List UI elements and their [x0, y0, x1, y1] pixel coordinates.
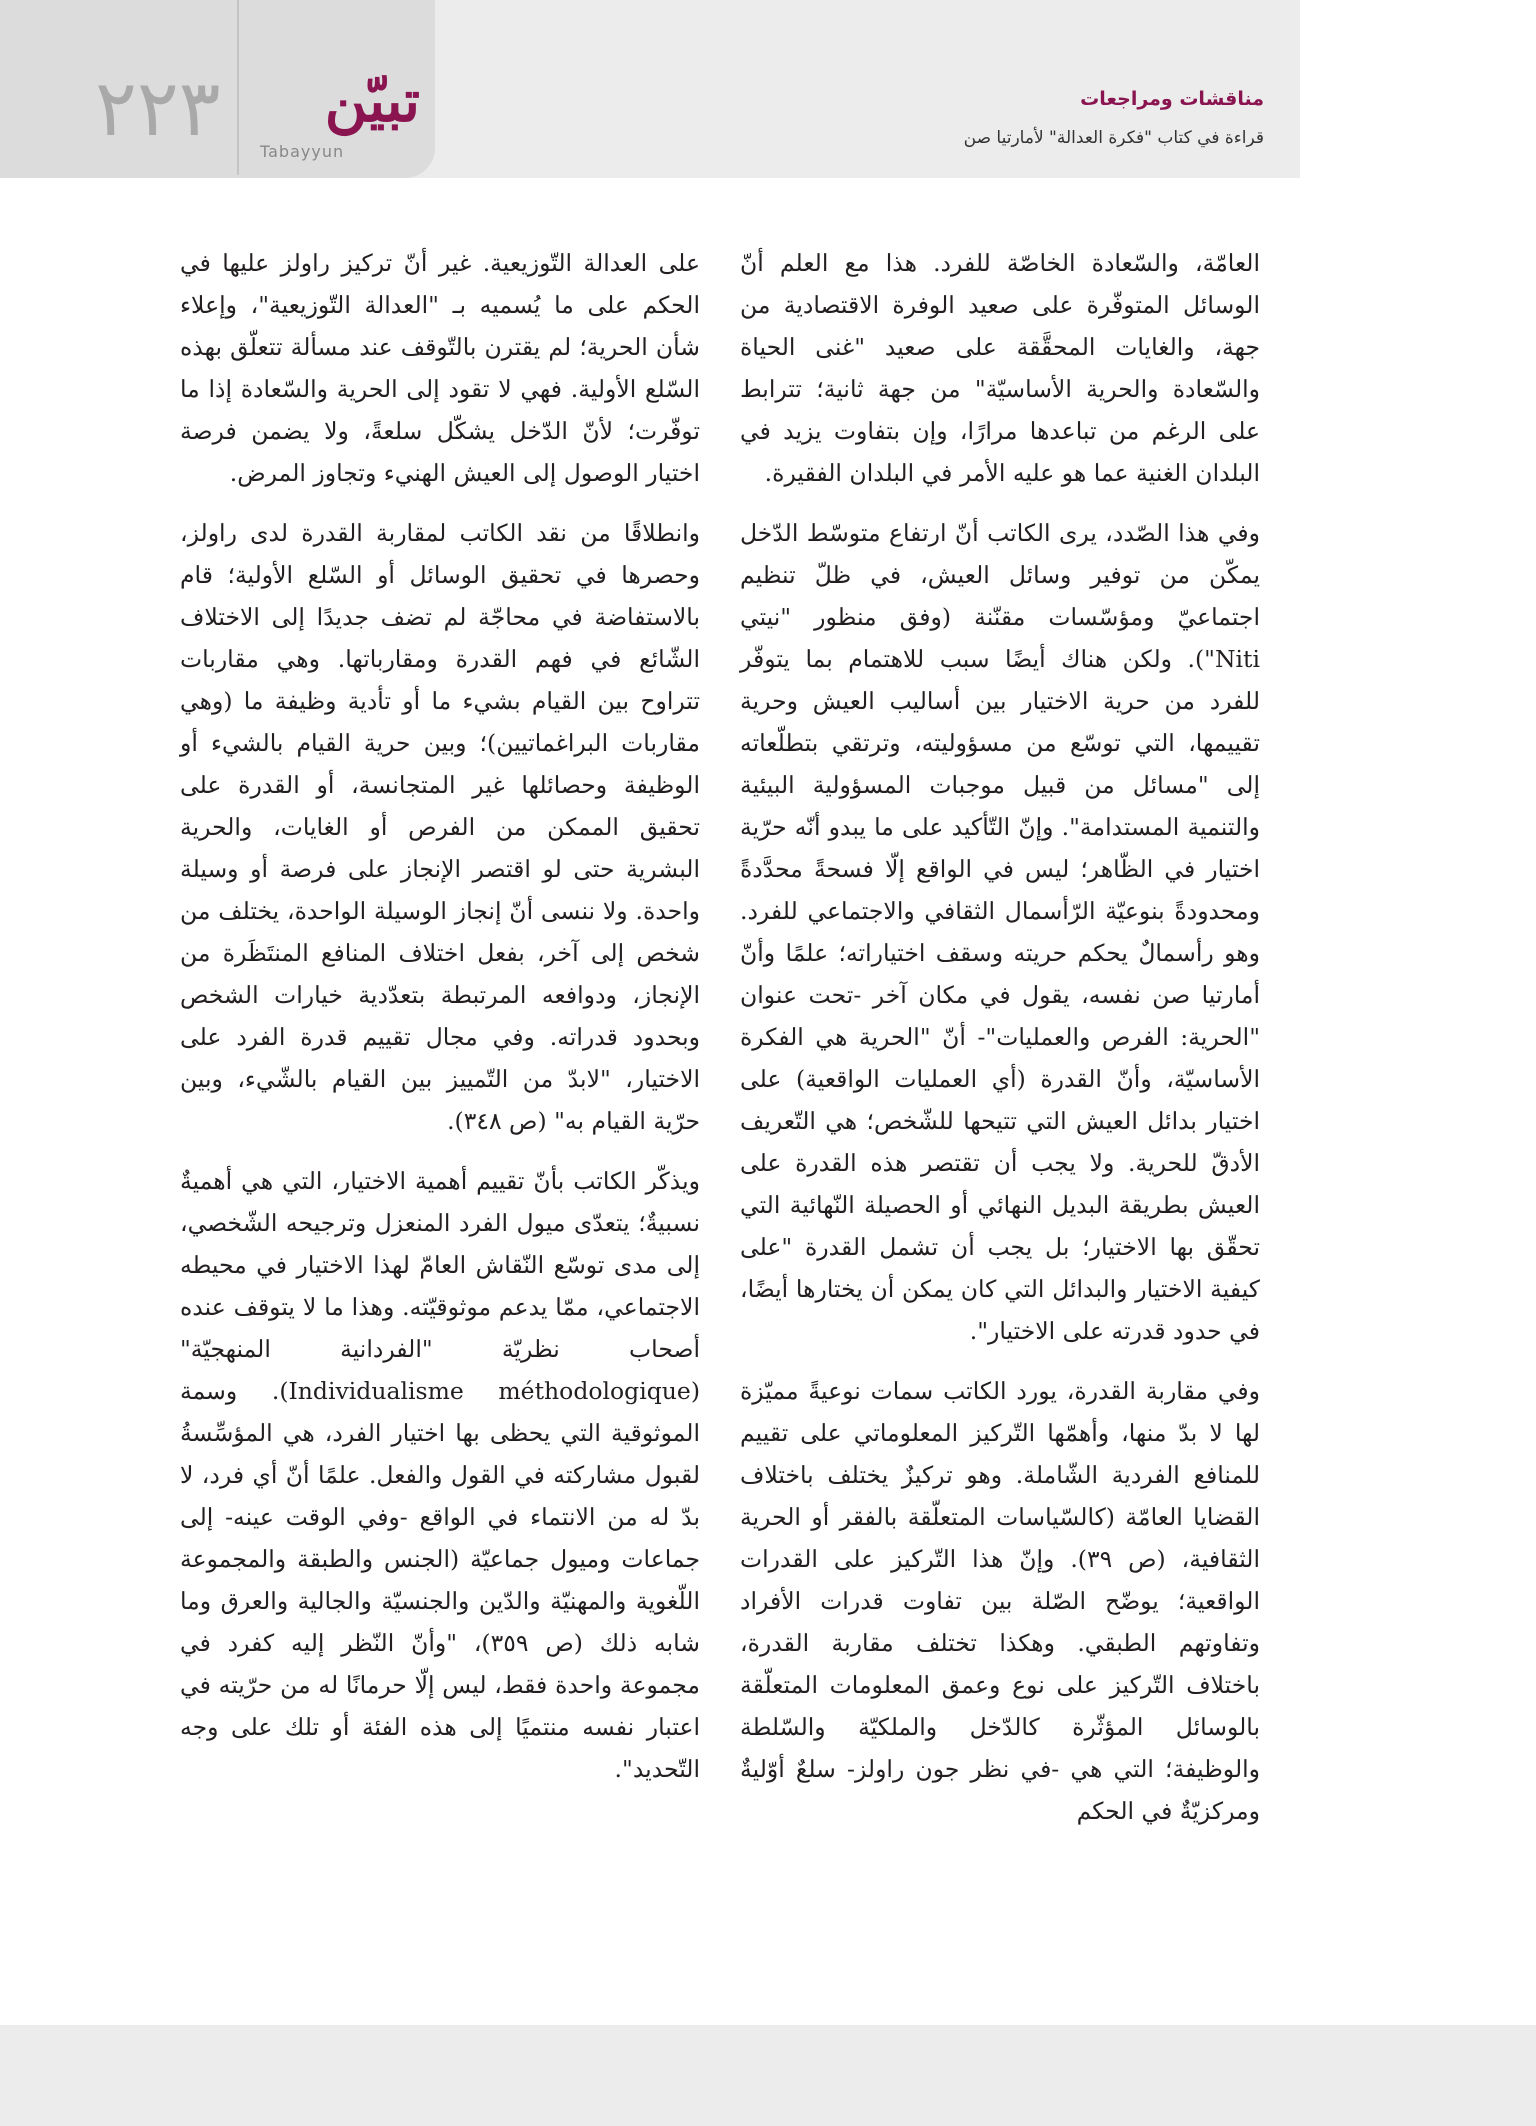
logo-latin-text: Tabayyun [260, 142, 345, 161]
paragraph: وفي مقاربة القدرة، يورد الكاتب سمات نوعيةً مميّزة لها لا بدّ منها، وأهمّها التّركيز المعلوماتي على تقييم للمنافع الفردية الشّاملة. وهو تركيزٌ يختلف باختلاف القضايا العامّة (كالسّياسات المتعلّقة بالفقر أو الحرية الثقافية، (ص ٣٩). وإنّ هذا التّركيز على القدرات الواقعية؛ يوضّح الصّلة بين تفاوت قدرات الأفراد وتفاوتهم الطبقي. وهكذا تختلف مقاربة القدرة، باختلاف التّركيز على نوع وعمق المعلومات المتعلّقة بالوسائل المؤثّرة كالدّخل والملكيّة والسّلطة والوظيفة؛ التي هي -في نظر جون راولز- سلعٌ أوّليةٌ ومركزيّةٌ في الحكم [740, 1377, 1260, 1825]
paragraph: ويذكّر الكاتب بأنّ تقييم أهمية الاختيار، التي هي أهميةٌ نسبيةٌ؛ يتعدّى ميول الفرد المنعزل وترجيحه الشّخصي، إلى مدى توسّع النّقاش العامّ لهذا الاختيار في محيطه الاجتماعي، ممّا يدعم موثوقيّته. وهذا ما لا يتوقف عنده أصحاب نظريّة "الفردانية المنهجيّة" (Individualisme méthodologique). وسمة الموثوقية التي يحظى بها اختيار الفرد، هي المؤسِّسةُ لقبول مشاركته في القول والفعل. علمًا أنّ أي فرد، لا بدّ له من الانتماء في الواقع -وفي الوقت عينه- إلى جماعات وميول جماعيّة (الجنس والطبقة والمجموعة اللّغوية والمهنيّة والدّين والجنسيّة والجالية والعرق وما شابه ذلك (ص ٣٥٩)، "وأنّ النّظر إليه كفرد في مجموعة واحدة فقط، ليس إلّا حرمانًا له من حرّيته في اعتبار نفسه منتميًا إلى هذه الفئة أو تلك على وجه التّحديد". [180, 1167, 700, 1783]
journal-logo [255, 67, 420, 167]
logo-arabic-text: تبيّن [324, 67, 420, 135]
header-divider [237, 0, 239, 175]
section-title: مناقشات ومراجعات [1080, 88, 1264, 110]
paragraph: العامّة، والسّعادة الخاصّة للفرد. هذا مع العلم أنّ الوسائل المتوفّرة على صعيد الوفرة الاقتصادية من جهة، والغايات المحقَّقة على صعيد "غنى الحياة والسّعادة والحرية الأساسيّة" من جهة ثانية؛ تترابط على الرغم من تباعدها مرارًا، وإن بتفاوت يزيد في البلدان الغنية عما هو عليه الأمر في البلدان الفقيرة. [740, 249, 1260, 487]
article-column-left [180, 242, 700, 1808]
paragraph: على العدالة التّوزيعية. غير أنّ تركيز راولز عليها في الحكم على ما يُسميه بـ "العدالة التّوزيعية"، وإعلاء شأن الحرية؛ لم يقترن بالتّوقف عند مسألة تتعلّق بهذه السّلع الأولية. فهي لا تقود إلى الحرية والسّعادة إذا ما توفّرت؛ لأنّ الدّخل يشكّل سلعةً، ولا يضمن فرصة اختيار الوصول إلى العيش الهنيء وتجاوز المرض. [180, 249, 700, 487]
paragraph: وانطلاقًا من نقد الكاتب لمقاربة القدرة لدى راولز، وحصرها في تحقيق الوسائل أو السّلع الأولية؛ قام بالاستفاضة في محاجّة لم تضف جديدًا إلى الاختلاف الشّائع في فهم القدرة ومقارباتها. وهي مقاربات تتراوح بين القيام بشيء ما أو تأدية وظيفة ما (وهي مقاربات البراغماتيين)؛ وبين حرية القيام بالشيء أو الوظيفة وحصائلها غير المتجانسة، أو القدرة على تحقيق الممكن من الفرص أو الغايات، والحرية البشرية حتى لو اقتصر الإنجاز على فرصة أو وسيلة واحدة. ولا ننسى أنّ إنجاز الوسيلة الواحدة، يختلف من شخص إلى آخر، بفعل اختلاف المنافع المنتَظَرة من الإنجاز، ودوافعه المرتبطة بتعدّدية خيارات الشخص وبحدود قدراته. وفي مجال تقييم قدرة الفرد على الاختيار، "لابدّ من التّمييز بين القيام بالشّيء، وبين حرّية القيام به" (ص ٣٤٨). [180, 519, 700, 1135]
paragraph: وفي هذا الصّدد، يرى الكاتب أنّ ارتفاع متوسّط الدّخل يمكّن من توفير وسائل العيش، في ظلّ تنظيم اجتماعيّ ومؤسّسات مقنّنة (وفق منظور "نيتي Niti"). ولكن هناك أيضًا سبب للاهتمام بما يتوفّر للفرد من حرية الاختيار بين أساليب العيش وحرية تقييمها، التي توسّع من مسؤوليته، وترتقي بتطلّعاته إلى "مسائل من قبيل موجبات المسؤولية البيئية والتنمية المستدامة". وإنّ التّأكيد على ما يبدو أنّه حرّية اختيار في الظّاهر؛ ليس في الواقع إلّا فسحةً محدَّدةً ومحدودةً بنوعيّة الرّأسمال الثقافي والاجتماعي للفرد. وهو رأسمالٌ يحكم حريته وسقف اختياراته؛ علمًا وأنّ أمارتيا صن نفسه، يقول في مكان آخر -تحت عنوان "الحرية: الفرص والعمليات"- أنّ "الحرية هي الفكرة الأساسيّة، وأنّ القدرة (أي العمليات الواقعية) على اختيار بدائل العيش التي تتيحها للشّخص؛ هي التّعريف الأدقّ للحرية. ولا يجب أن تقتصر هذه القدرة على العيش بطريقة البديل النهائي أو الحصيلة النّهائية التي تحقّق بها الاختيار؛ بل يجب أن تشمل القدرة "على كيفية الاختيار والبدائل التي كان يمكن أن يختارها أيضًا، في حدود قدرته على الاختيار". [740, 519, 1260, 1345]
article-column-right [740, 242, 1260, 1850]
section-subtitle: قراءة في كتاب "فكرة العدالة" لأمارتيا صن [963, 128, 1264, 148]
footer-band [0, 2025, 1536, 2126]
page-number: ٢٢٣ [95, 64, 221, 154]
